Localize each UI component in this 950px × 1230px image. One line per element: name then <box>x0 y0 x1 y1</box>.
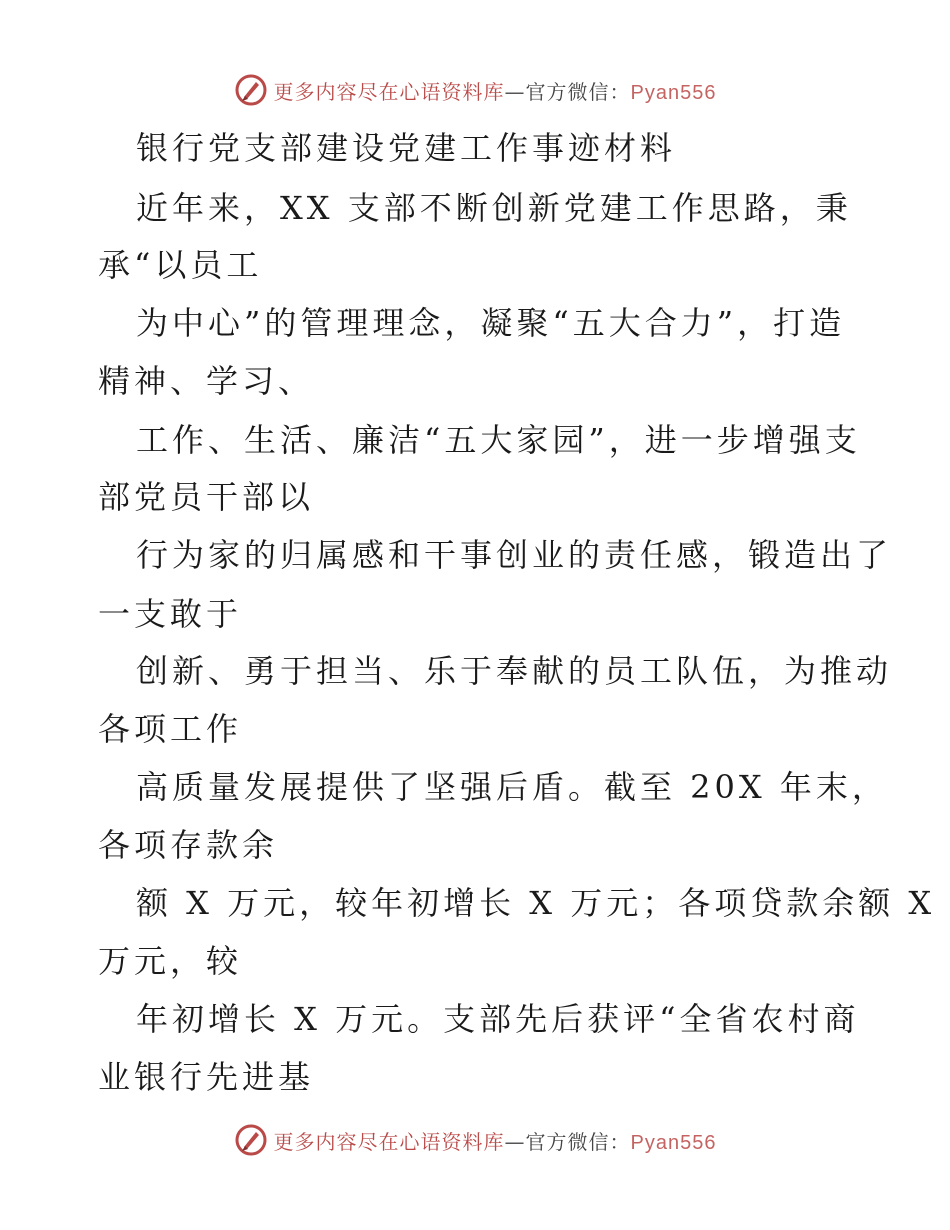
banner-main-text: 更多内容尽在心语资料库 <box>273 1129 505 1154</box>
banner-wechat-id: Pyan556 <box>630 1131 717 1154</box>
text-line: 年初增长 X 万元。支部先后获评“全省农村商 <box>136 1000 860 1038</box>
text-line: 创新、勇于担当、乐于奉献的员工队伍，为推动 <box>136 652 893 690</box>
text-line: 高质量发展提供了坚强后盾。截至 20X 年末， <box>136 768 888 806</box>
text-line: 万元，较 <box>98 942 243 980</box>
document-title: 银行党支部建设党建工作事迹材料 <box>136 129 677 167</box>
banner-wechat-label: 官方微信： <box>525 1129 631 1154</box>
pen-circle-logo-icon <box>234 73 268 107</box>
text-line: 精神、学习、 <box>98 362 315 400</box>
text-line: 部党员干部以 <box>98 478 315 516</box>
text-line: 工作、生活、廉洁“五大家园”，进一步增强支 <box>136 421 861 459</box>
footer-banner <box>0 1120 950 1160</box>
header-banner <box>0 70 950 110</box>
text-line: 业银行先进基 <box>98 1058 315 1096</box>
text-line: 承“以员工 <box>98 246 263 284</box>
pen-circle-logo-icon <box>234 1123 268 1157</box>
text-line: 额 X 万元，较年初增长 X 万元；各项贷款余额 X <box>136 884 936 922</box>
banner-separator: — <box>504 1129 526 1154</box>
banner-wechat-id: Pyan556 <box>630 81 717 104</box>
text-line: 近年来，XX 支部不断创新党建工作思路，秉 <box>136 189 852 227</box>
text-line: 行为家的归属感和干事创业的责任感，锻造出了 <box>136 536 893 574</box>
banner-wechat-label: 官方微信： <box>525 79 631 104</box>
text-line: 一支敢于 <box>98 595 243 633</box>
text-line: 各项存款余 <box>98 826 279 864</box>
banner-separator: — <box>504 79 526 104</box>
banner-text <box>274 76 717 105</box>
text-line: 为中心”的管理理念，凝聚“五大合力”，打造 <box>136 304 846 342</box>
banner-text <box>274 1126 717 1155</box>
banner-main-text: 更多内容尽在心语资料库 <box>273 79 505 104</box>
text-line: 各项工作 <box>98 710 243 748</box>
